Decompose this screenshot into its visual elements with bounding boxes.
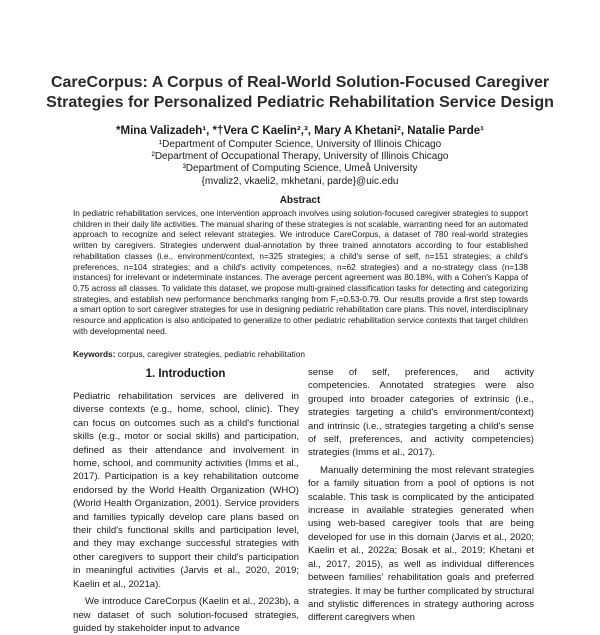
abstract-heading: Abstract — [279, 195, 321, 206]
keywords-line — [73, 349, 528, 360]
author-list: *Mina Valizadeh¹, *†Vera C Kaelin²,³, Mary A Khetani², Natalie Parde¹ — [116, 125, 484, 137]
left-column — [73, 390, 299, 635]
title-line-1: CareCorpus: A Corpus of Real-World Solution-Focused Caregiver — [50, 74, 550, 91]
right-paragraph-continuation: sense of self, preferences, and activity competencies. Annotated strategies were also grouped into broader categories of extrinsic (i.e., strategies targeting a child's environment/context) and intrinsic (i.e., strategies targeting a child's sense of self, preferences, and activity competencies) strategies (Imms et al., 2017). — [308, 367, 534, 459]
affiliations — [40, 139, 560, 188]
title-line-2: Strategies for Personalized Pediatric Rehabilitation Service Design — [46, 94, 554, 111]
affiliation-2: ²Department of Occupational Therapy, University of Illinois Chicago — [151, 151, 449, 163]
author-emails: {mvaliz2, vkaeli2, mkhetani, parde}@uic.edu — [201, 175, 399, 187]
keywords-label: Keywords: — [73, 349, 116, 359]
paper-title — [40, 73, 560, 113]
section-heading-introduction: 1. Introduction — [145, 368, 226, 380]
affiliation-3: ³Department of Computing Science, Umeå University — [182, 163, 418, 175]
abstract-text: In pediatric rehabilitation services, one intervention approach involves using solution-focused caregiver strategies to support children in their daily life activities. The manual sharing of these strategies is not scalable, warranting need for an automated approach to recognize and select relevant strategies. We introduce CareCorpus, a dataset of 780 real-world strategies written by caregivers. Strategies underwent dual-annotation by three trained annotators according to four established rehabilitation classes (i.e., environment/context, n=325 strategies; a child's sense of self, n=151 strategies; a child's preferences, n=104 strategies; and a child's activity competences, n=62 strategies) and a no-strategy class (n=138 instances) for irrelevant or indeterminate instances. The average percent agreement was 80.18%, with a Cohen's Kappa of 0.75 across all classes. To validate this dataset, we propose multi-grained classification tasks for detecting and categorizing strategies, and establish new performance benchmarks ranging from F₁=0.53-0.79. Our results provide a first step towards a smart option to sort caregiver strategies for use in designing pediatric rehabilitation care plans. This novel, interdisciplinary resource and application is also anticipated to generalize to other pediatric rehabilitation service contexts that target children with developmental need. — [73, 208, 528, 336]
affiliation-1: ¹Department of Computer Science, University of Illinois Chicago — [158, 139, 442, 150]
intro-paragraph-1: Pediatric rehabilitation services are delivered in diverse contexts (e.g., home, school, clinic). They can focus on outcomes such as a child's functional skills (e.g., motor or social skills) and participation, defined as their attendance and involvement in home, school, and community activities (Imms et al., 2017). Participation is a key rehabilitation outcome endorsed by the World Health Organization (WHO) (World Health Organization, 2001). Service providers and families typically develop care plans based on their child's functional skills and participation level, and they may exchange successful strategies with other caregivers to support their child's participation in meaningful activities (Jarvis et al., 2020, 2019; Kaelin et al., 2021a). — [73, 391, 299, 590]
right-column — [308, 366, 534, 625]
intro-paragraph-2: We introduce CareCorpus (Kaelin et al., 2023b), a new dataset of such solution-focused strategies, guided by stakeholder input to advance — [73, 596, 299, 634]
keywords-list: corpus, caregiver strategies, pediatric rehabilitation — [117, 349, 305, 359]
right-paragraph-2: Manually determining the most relevant strategies for a family situation from a pool of options is not scalable. This task is complicated by the anticipated increase in available strategies generated when using web-based caregiver tools that are being developed for use in this domain (Jarvis et al., 2020; Kaelin et al., 2022a; Bosak et al., 2019; Khetani et al., 2017, 2015), as well as individual differences between families' rehabilitation goals and preferred strategies. It may be further complicated by structural and stylistic differences in strategy authoring across different caregivers when — [308, 464, 534, 624]
